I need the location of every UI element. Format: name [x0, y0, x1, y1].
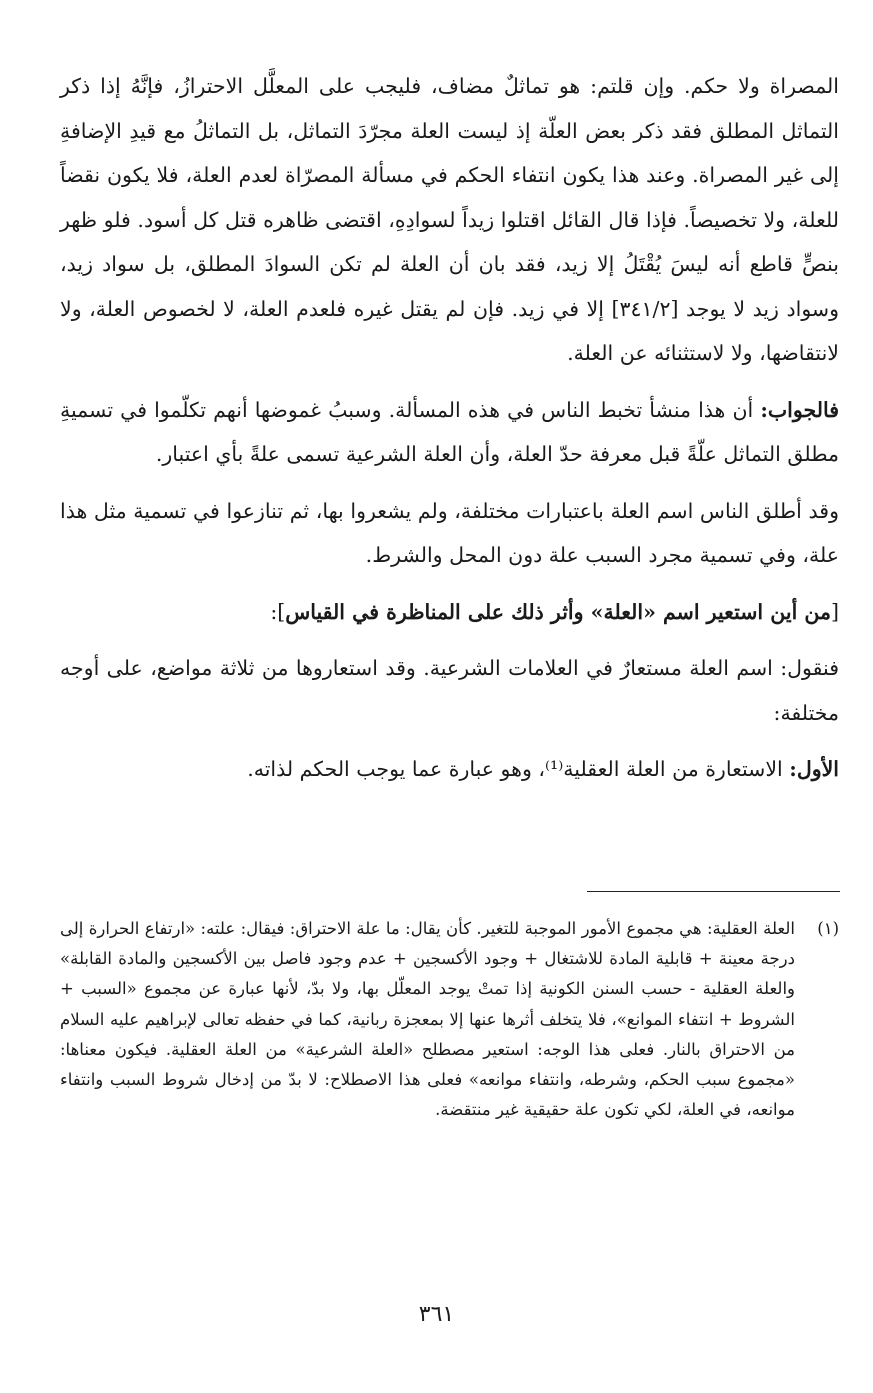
paragraph-text: أن هذا منشأ تخبط الناس في هذه المسألة. وسببُ غموضها أنهم تكلّموا في تسميةِ مطلق التماثل علّةً قبل معرفة حدّ العلة، وأن العلة الشرعية تسمى علةً بأي اعتبار.: [60, 397, 839, 466]
paragraph-text: الاستعارة من العلة العقلية⁽¹⁾، وهو عبارة عما يوجب الحكم لذاته.: [247, 757, 790, 781]
heading-text: من أين استعير اسم «العلة» وأثر ذلك على المناظرة في القياس: [285, 599, 831, 624]
heading-open-bracket: [: [831, 599, 839, 624]
paragraph-3: [60, 489, 839, 578]
paragraph-answer: [60, 388, 839, 477]
footnote-1: [60, 914, 839, 1125]
footnote-text: العلة العقلية: هي مجموع الأمور الموجبة للتغير. كأن يقال: ما علة الاحتراق: فيقال: علته: «ارتفاع الحرارة إلى درجة معينة + قابلية المادة للاشتغال + وجود الأكسجين + عدم وجود فاصل بين الأكسجين والمادة القابلة» والعلة العقلية - حسب السنن الكونية إذا تمتْ يوجد المعلّل بها، ولا بدّ، لأنها عبارة عن مجموع «السبب + الشروط + انتفاء الموانع»، فلا يتخلف أثرها عنها إلا بمعجزة ربانية، كما في حفظه تعالى لإبراهيم عليه السلام من الاحتراق بالنار. فعلى هذا الوجه: استعير مصطلح «العلة الشرعية» من العلة العقلية. فيكون معناها: «مجموع سبب الحكم، وشرطه، وانتفاء موانعه» فعلى هذا الاصطلاح: لا بدّ من إدخال شروط السبب وانتفاء موانعه، في العلة، لكي تكون علة حقيقية غير منتقضة.: [60, 919, 795, 1120]
section-heading: [60, 590, 839, 635]
footnote-separator: [587, 891, 840, 892]
paragraph-first: [60, 747, 839, 792]
footnote-number: (١): [817, 919, 839, 938]
paragraph-1: [60, 64, 839, 376]
footnotes: [60, 914, 839, 1125]
first-lead: الأول:: [789, 757, 839, 781]
paragraph-text: المصراة ولا حكم. وإن قلتم: هو تماثلٌ مضاف، فليجب على المعلَّل الاحترازُ، فإنَّهُ إذا ذكر التماثل المطلق فقد ذكر بعض العلّة إذ ليست العلة مجرّدَ التماثل، بل التماثلُ مع قيدِ الإضافةِ إلى غير المصراة. وعند هذا يكون انتفاء الحكم في مسألة المصرّاة لعدم العلة، فلا يكون نقضاً للعلة، ولا تخصيصاً. فإذا قال القائل اقتلوا زيداً لسوادِهِ، اقتضى ظاهره قتل كل أسود. فلو ظهر بنصٍّ قاطع أنه ليسَ يُقْتَلُ إلا زيد، فقد بان أن العلة لم تكن السوادَ المطلق، بل سواد زيد، وسواد زيد لا يوجد [٣٤١/٢] إلا في زيد. فإن لم يقتل غيره فلعدم العلة، لا لخصوص العلة، ولا لانتقاضها، ولا لاستثنائه عن العلة.: [60, 74, 839, 365]
paragraph-text: فنقول: اسم العلة مستعارٌ في العلامات الشرعية. وقد استعاروها من ثلاثة مواضع، على أوجه مختلفة:: [60, 656, 839, 725]
page-number: ٣٦١: [418, 1302, 455, 1327]
paragraph-text: وقد أطلق الناس اسم العلة باعتبارات مختلفة، ولم يشعروا بها، ثم تنازعوا في تسمية مثل هذا علة، وفي تسمية مجرد السبب علة دون المحل والشرط.: [60, 498, 839, 567]
heading-close-bracket: ]:: [270, 599, 286, 624]
paragraph-5: [60, 646, 839, 735]
answer-lead: فالجواب:: [760, 397, 839, 422]
main-text: [60, 64, 839, 792]
